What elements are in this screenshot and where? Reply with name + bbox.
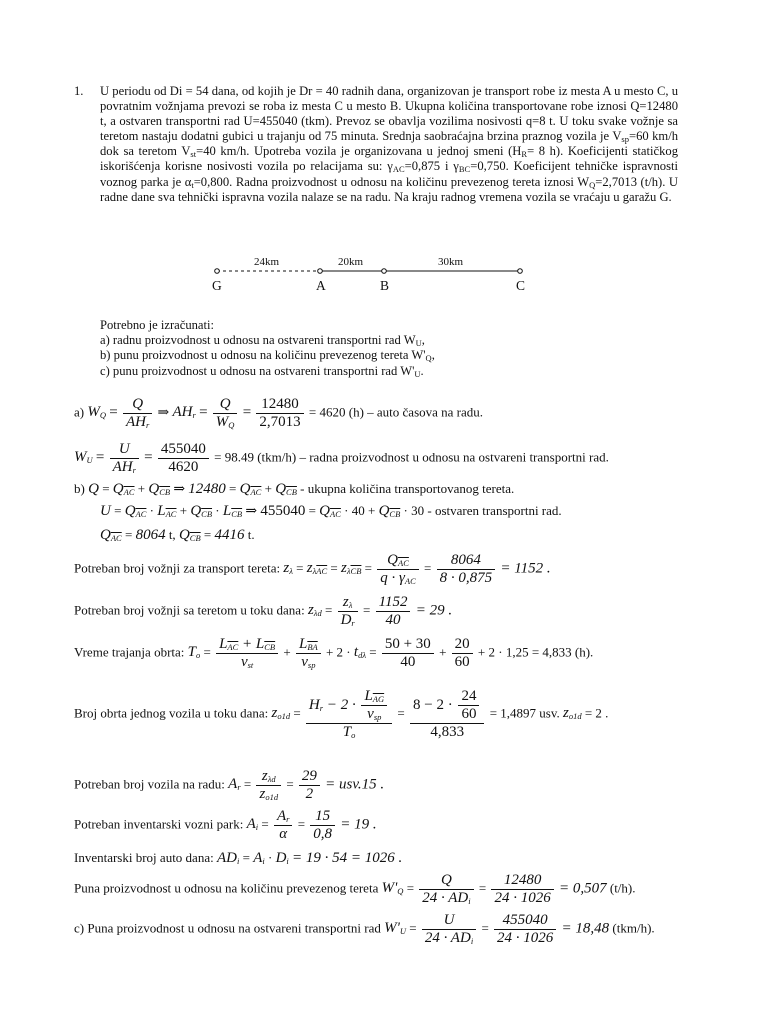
point-g xyxy=(215,269,220,274)
inventory-days-line: Inventarski broj auto dana: $AD_i = A_i \cdot D_i = 19 \cdot 54 = 1026$ . xyxy=(74,850,403,866)
solution-b-line2: $U = Q_{\overline{AC}} \cdot L_{\overline{AC}} + Q_{\overline{CB}} \cdot L_{\overline{CB}}$ ⇒ $455040 = Q_{\overline{AC}} \cdot 40 + Q_{\overline{CB}} \cdot 30$ - ostvaren transportni rad. xyxy=(100,503,562,519)
problem-number: 1. xyxy=(74,84,84,98)
task-b: b) punu proizvodnost u odnosu na količinu prevezenog tereta $W'_Q$, xyxy=(100,348,435,364)
point-label-a: A xyxy=(316,278,326,293)
problem-statement xyxy=(74,84,678,205)
segment-label-ab: 20km xyxy=(338,256,364,268)
problem-text: U periodu od Di = 54 dana, od kojih je Dr = 40 radnih dana, organizovan je transport robe iz mesta A u mesto C, u povratnim vožnjama prevozi se roba iz mesta C u mesto B. Ukupna količina transportovane robe iznosi Q=12480 t, a ostvaren transportni rad U=455040 (tkm). Prevoz se obavlja vozilima nosivosti q=8 t. U toku svake vožnje sa teretom nastaju dodatni gubici u trajanju od 75 minuta. Srednja saobraćajna brzina praznog vozila je $V_{sp}=60$ km/h dok sa teretom $V_{st}=40$ km/h. Upotreba vozila je organizovana u jednoj smeni ($H_R= 8$ h). Koeficijenti statičkog iskorišćenja korisne nosivosti vozila po relacijama su: $\gamma_{AC}=0,875$ i $\gamma_{BC}=0,750$. Koeficijent tehničke ispravnosti voznog parka je $\alpha_t=0,800$. Radna proizvodnost u odnosu na količinu prevezenog tereta iznosi $W_Q=2,7013$ (t/h). U radne dane sva tehnički ispravna vozila nalaze se na radu. Na kraju radnog vremena vozila se vraćaju u garažu G. xyxy=(100,84,678,204)
solution-b-line1: b) $Q = Q_{\overline{AC}} + Q_{\overline{CB}}$ ⇒ $12480 = Q_{\overline{AC}} + Q_{\overline{CB}}$ - ukupna količina transportovanog tereta. xyxy=(74,481,515,497)
point-label-g: G xyxy=(212,278,222,293)
segment-label-bc: 30km xyxy=(438,256,464,268)
point-a xyxy=(318,269,323,274)
inventory-fleet-line: Potreban inventarski vozni park: $A_i$ = $\frac{A_r}{\alpha}$ = $\frac{15}{0,8}$ = 19 . xyxy=(74,808,377,842)
turns-per-day-line: Broj obrta jednog vozila u toku dana: $z_{o1d}$ = $H_r - 2$ · $\frac{L_{\overline{AG}}}{v_{sp}}$ $T_o$ = 8 − 2 · $\frac{24}{60}$ 4,833 = 1,4897 usv. $z_{o1d} = 2$ . xyxy=(74,688,609,740)
turnaround-time-line: Vreme trajanja obrta: $T_o$ = $\frac{L_{\overline{AC}} + L_{\overline{CB}}}{v_{st}}$ + $\frac{L_{\overline{BA}}}{v_{sp}}$ + $2 \cdot t_{d\lambda}$ = $\frac{50 + 30}{40}$ + $\frac{20}{60}$ + 2 · 1,25 = 4,833 (h). xyxy=(74,636,594,670)
solution-a-line2: $W_U$ = $\frac{U}{AH_r}$ = $\frac{455040}{4620}$ = 98.49 (tkm/h) – radna proizvodnost u odnosu na ostvareni transportni rad. xyxy=(74,441,609,475)
task-a: a) radnu proizvodnost u odnosu na ostvareni transportni rad $W_U$, xyxy=(100,333,425,349)
vehicles-working-line: Potreban broj vozila na radu: $A_r$ = $\frac{z_{\lambda d}}{z_{o1d}}$ = $\frac{29}{2}$ = usv.15 . xyxy=(74,768,385,802)
point-b xyxy=(382,269,387,274)
trips-daily-line: Potreban broj vožnji sa teretom u toku dana: $z_{\lambda d}$ = $\frac{z_\lambda}{D_r}$ = $\frac{1152}{40}$ = 29 . xyxy=(74,594,453,628)
point-label-c: C xyxy=(516,278,526,293)
task-list xyxy=(100,318,435,379)
segment-label-ga: 24km xyxy=(254,256,280,268)
route-line xyxy=(200,254,540,294)
full-productivity-u-line: c) Puna proizvodnost u odnosu na ostvareni transportni rad $W'_U$ = $\frac{U}{24 \cdot AD_i}$ = $\frac{455040}{24 \cdot 1026}$ = 18,48 (tkm/h). xyxy=(74,912,655,946)
solution-b-line3: $Q_{\overline{AC}} = 8064$ t, $Q_{\overline{CB}} = 4416$ t. xyxy=(100,527,255,543)
point-label-b: B xyxy=(380,278,390,293)
solution-a-line1: a) $W_Q$ = $\frac{Q}{AH_r}$ ⇒ $AH_r$ = $\frac{Q}{W_Q}$ = $\frac{12480}{2,7013}$ = 4620 (h) – auto časova na radu. xyxy=(74,396,484,430)
full-productivity-q-line: Puna proizvodnost u odnosu na količinu prevezenog tereta $W'_Q$ = $\frac{Q}{24 \cdot AD_i}$ = $\frac{12480}{24 \cdot 1026}$ = 0,507 (t/h). xyxy=(74,872,636,906)
trips-total-line: Potreban broj vožnji za transport tereta: $z_\lambda = z_{\lambda\overline{AC}} = z_{\lambda\overline{CB}}$ = $\frac{Q_{\overline{AC}}}{q \cdot \gamma_{AC}}$ = $\frac{8064}{8 \cdot 0,875}$ = 1152 . xyxy=(74,552,551,586)
task-c: c) punu proizvodnost u odnosu na ostvareni transportni rad $W'_U$. xyxy=(100,363,424,379)
route-diagram xyxy=(200,254,540,294)
task-intro: Potrebno je izračunati: xyxy=(100,318,215,332)
point-c xyxy=(518,269,523,274)
